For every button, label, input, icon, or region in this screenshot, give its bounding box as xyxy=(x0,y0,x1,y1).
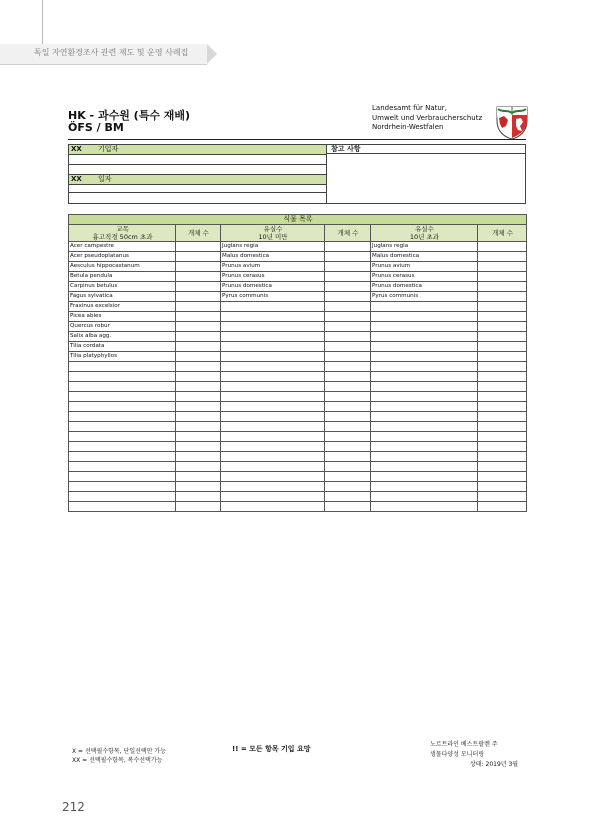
species-cell[interactable]: Prunus avium xyxy=(221,262,325,272)
table-row xyxy=(69,242,527,252)
species-cell[interactable]: Fagus sylvatica xyxy=(69,292,176,302)
legend xyxy=(72,747,166,765)
species-cell[interactable] xyxy=(69,432,176,442)
count-cell[interactable] xyxy=(176,442,221,452)
table-row xyxy=(69,432,527,442)
species-cell[interactable] xyxy=(221,382,325,392)
date-field[interactable] xyxy=(69,185,326,193)
table-row xyxy=(69,262,527,272)
count-cell[interactable] xyxy=(176,302,221,312)
count-cell[interactable] xyxy=(478,322,527,332)
count-cell[interactable] xyxy=(325,402,371,412)
count-cell[interactable] xyxy=(478,282,527,292)
species-cell[interactable] xyxy=(371,302,478,312)
count-cell[interactable] xyxy=(176,412,221,422)
column-header-line1: 유실수 xyxy=(415,225,434,233)
count-cell[interactable] xyxy=(478,392,527,402)
count-cell[interactable] xyxy=(176,502,221,512)
count-cell[interactable] xyxy=(478,362,527,372)
count-cell[interactable] xyxy=(478,382,527,392)
column-header xyxy=(371,225,478,242)
species-cell[interactable] xyxy=(371,352,478,362)
table-row xyxy=(69,332,527,342)
count-cell[interactable] xyxy=(478,242,527,252)
species-cell[interactable] xyxy=(371,422,478,432)
species-cell[interactable] xyxy=(221,392,325,402)
recorder-field[interactable] xyxy=(69,155,326,165)
count-cell[interactable] xyxy=(176,462,221,472)
legend-multi-choice: XX = 선택필수항목, 복수선택가능 xyxy=(72,757,163,764)
notes-label: 참고 사항 xyxy=(327,145,525,154)
count-cell[interactable] xyxy=(478,302,527,312)
column-header-line1: 개체 수 xyxy=(188,229,209,237)
species-cell[interactable] xyxy=(371,482,478,492)
table-row xyxy=(69,392,527,402)
count-cell[interactable] xyxy=(325,292,371,302)
source-date: 상태: 2019년 3월 xyxy=(470,761,519,768)
count-cell[interactable] xyxy=(478,372,527,382)
species-cell[interactable]: Tilia cordata xyxy=(69,342,176,352)
page-number: 212 xyxy=(62,800,85,814)
table-row xyxy=(69,302,527,312)
column-header-line2: 10년 초과 xyxy=(409,233,440,241)
table-row xyxy=(69,482,527,492)
count-cell[interactable] xyxy=(478,452,527,462)
count-cell[interactable] xyxy=(176,252,221,262)
species-cell[interactable] xyxy=(69,402,176,412)
species-cell[interactable] xyxy=(371,362,478,372)
species-cell[interactable] xyxy=(221,362,325,372)
table-row xyxy=(69,282,527,292)
count-cell[interactable] xyxy=(325,242,371,252)
species-cell[interactable] xyxy=(69,422,176,432)
count-cell[interactable] xyxy=(176,362,221,372)
count-cell[interactable] xyxy=(325,432,371,442)
species-cell[interactable]: Acer pseudoplatanus xyxy=(69,252,176,262)
species-cell[interactable]: Tilia platyphyllos xyxy=(69,352,176,362)
count-cell[interactable] xyxy=(176,492,221,502)
count-cell[interactable] xyxy=(325,252,371,262)
species-cell[interactable]: Betula pendula xyxy=(69,272,176,282)
species-cell[interactable] xyxy=(221,332,325,342)
species-cell[interactable] xyxy=(221,372,325,382)
count-cell[interactable] xyxy=(478,462,527,472)
header-info-box xyxy=(68,144,526,204)
column-header-line1: 유실수 xyxy=(263,225,283,233)
count-cell[interactable] xyxy=(176,292,221,302)
count-cell[interactable] xyxy=(478,402,527,412)
count-cell[interactable] xyxy=(325,502,371,512)
table-row xyxy=(69,312,527,322)
species-cell[interactable] xyxy=(69,502,176,512)
table-row xyxy=(69,372,527,382)
species-cell[interactable] xyxy=(371,452,478,462)
count-cell[interactable] xyxy=(325,312,371,322)
count-cell[interactable] xyxy=(325,282,371,292)
species-cell[interactable] xyxy=(69,482,176,492)
agency-line-2: Umwelt und Verbraucherschutz xyxy=(372,113,483,122)
species-cell[interactable] xyxy=(221,302,325,312)
table-row xyxy=(69,472,527,482)
species-cell[interactable] xyxy=(221,312,325,322)
count-cell[interactable] xyxy=(176,262,221,272)
count-cell[interactable] xyxy=(325,442,371,452)
table-row xyxy=(69,342,527,352)
species-cell[interactable]: Prunus cerasus xyxy=(221,272,325,282)
column-header-line2: 흉고직경 50cm 초과 xyxy=(92,233,153,241)
count-cell[interactable] xyxy=(478,272,527,282)
species-cell[interactable] xyxy=(221,352,325,362)
column-header xyxy=(325,225,371,242)
info-left-column xyxy=(69,145,327,203)
table-row xyxy=(69,272,527,282)
species-cell[interactable] xyxy=(221,342,325,352)
species-cell[interactable]: Picea abies xyxy=(69,312,176,322)
column-header xyxy=(176,225,221,242)
species-cell[interactable] xyxy=(371,442,478,452)
date-prefix: XX xyxy=(71,175,82,183)
species-cell[interactable] xyxy=(371,372,478,382)
count-cell[interactable] xyxy=(325,302,371,312)
count-cell[interactable] xyxy=(325,352,371,362)
table-row xyxy=(69,442,527,452)
species-cell[interactable] xyxy=(371,322,478,332)
species-cell[interactable] xyxy=(371,412,478,422)
plant-list-title: 식물 목록 xyxy=(69,215,527,225)
count-cell[interactable] xyxy=(325,272,371,282)
count-cell[interactable] xyxy=(176,312,221,322)
column-header-line1: 개체 수 xyxy=(492,229,513,237)
count-cell[interactable] xyxy=(176,402,221,412)
species-cell[interactable] xyxy=(69,362,176,372)
table-row xyxy=(69,352,527,362)
title-rule xyxy=(68,139,526,140)
count-cell[interactable] xyxy=(325,342,371,352)
species-cell[interactable] xyxy=(371,312,478,322)
species-cell[interactable] xyxy=(221,452,325,462)
table-row xyxy=(69,252,527,262)
count-cell[interactable] xyxy=(478,262,527,272)
species-cell[interactable] xyxy=(69,412,176,422)
form-title: HK - 과수원 (특수 재배) xyxy=(68,109,191,122)
count-cell[interactable] xyxy=(478,502,527,512)
species-cell[interactable] xyxy=(69,452,176,462)
species-cell[interactable] xyxy=(221,482,325,492)
species-cell[interactable]: Acer campestre xyxy=(69,242,176,252)
agency-line-3: Nordrhein-Westfalen xyxy=(372,123,444,131)
column-header-line1: 교목 xyxy=(116,225,129,233)
count-cell[interactable] xyxy=(325,422,371,432)
form-code: ÖFS / BM xyxy=(68,121,124,134)
count-cell[interactable] xyxy=(176,332,221,342)
breadcrumb: 독일 자연환경조사 관련 제도 및 운영 사례집 xyxy=(34,48,189,57)
species-cell[interactable]: Pyrus communis xyxy=(371,292,478,302)
count-cell[interactable] xyxy=(478,342,527,352)
species-cell[interactable]: Prunus avium xyxy=(371,262,478,272)
species-cell[interactable]: Aesculus hippocastanum xyxy=(69,262,176,272)
table-row xyxy=(69,362,527,372)
species-cell[interactable] xyxy=(221,462,325,472)
column-header-line2: 10년 미만 xyxy=(258,233,288,241)
required-note: !! = 모든 항목 기입 요망 xyxy=(232,745,311,753)
table-row xyxy=(69,452,527,462)
table-row xyxy=(69,322,527,332)
count-cell[interactable] xyxy=(176,382,221,392)
count-cell[interactable] xyxy=(176,432,221,442)
count-cell[interactable] xyxy=(176,282,221,292)
count-cell[interactable] xyxy=(478,432,527,442)
count-cell[interactable] xyxy=(176,342,221,352)
count-cell[interactable] xyxy=(325,362,371,372)
species-cell[interactable] xyxy=(371,402,478,412)
count-cell[interactable] xyxy=(325,482,371,492)
species-cell[interactable] xyxy=(221,402,325,412)
table-title-row xyxy=(69,215,527,225)
count-cell[interactable] xyxy=(478,482,527,492)
species-cell[interactable]: Juglans regia xyxy=(221,242,325,252)
count-cell[interactable] xyxy=(176,482,221,492)
table-row xyxy=(69,382,527,392)
species-cell[interactable]: Salix alba agg. xyxy=(69,332,176,342)
legend-single-choice: X = 선택필수항목, 단일선택만 가능 xyxy=(72,748,167,755)
species-cell[interactable]: Carpinus betulus xyxy=(69,282,176,292)
count-cell[interactable] xyxy=(176,392,221,402)
count-cell[interactable] xyxy=(478,412,527,422)
count-cell[interactable] xyxy=(176,452,221,462)
table-row xyxy=(69,462,527,472)
count-cell[interactable] xyxy=(176,352,221,362)
species-cell[interactable] xyxy=(221,432,325,442)
count-cell[interactable] xyxy=(478,292,527,302)
species-cell[interactable] xyxy=(371,492,478,502)
species-cell[interactable] xyxy=(371,332,478,342)
source-program: 생물다양성 모니터링 xyxy=(430,751,485,758)
nrw-crest-icon xyxy=(494,104,530,140)
species-cell[interactable] xyxy=(371,392,478,402)
header-arrow xyxy=(207,44,217,64)
species-cell[interactable] xyxy=(371,342,478,352)
species-cell[interactable]: Quercus robur xyxy=(69,322,176,332)
species-cell[interactable] xyxy=(221,422,325,432)
count-cell[interactable] xyxy=(325,472,371,482)
species-cell[interactable] xyxy=(69,472,176,482)
column-header xyxy=(221,225,325,242)
recorder-label: 기입자 xyxy=(98,145,119,153)
species-cell[interactable] xyxy=(221,412,325,422)
source-info xyxy=(430,740,518,770)
table-header-row xyxy=(69,225,527,242)
count-cell[interactable] xyxy=(325,392,371,402)
count-cell[interactable] xyxy=(176,322,221,332)
species-cell[interactable]: Prunus cerasus xyxy=(371,272,478,282)
count-cell[interactable] xyxy=(325,492,371,502)
plant-list-table xyxy=(68,214,527,512)
species-cell[interactable]: Prunus domestica xyxy=(371,282,478,292)
notes-field[interactable] xyxy=(327,155,525,203)
count-cell[interactable] xyxy=(478,332,527,342)
species-cell[interactable]: Fraxinus excelsior xyxy=(69,302,176,312)
count-cell[interactable] xyxy=(325,332,371,342)
recorder-field-2[interactable] xyxy=(69,165,326,175)
count-cell[interactable] xyxy=(325,262,371,272)
species-cell[interactable] xyxy=(371,432,478,442)
count-cell[interactable] xyxy=(325,462,371,472)
count-cell[interactable] xyxy=(325,372,371,382)
species-cell[interactable] xyxy=(69,372,176,382)
species-cell[interactable]: Prunus domestica xyxy=(221,282,325,292)
table-row xyxy=(69,412,527,422)
species-cell[interactable] xyxy=(69,382,176,392)
count-cell[interactable] xyxy=(176,272,221,282)
species-cell[interactable]: Pyrus communis xyxy=(221,292,325,302)
species-cell[interactable] xyxy=(371,472,478,482)
species-cell[interactable] xyxy=(371,382,478,392)
species-cell[interactable] xyxy=(69,462,176,472)
species-cell[interactable]: Malus domestica xyxy=(371,252,478,262)
species-cell[interactable] xyxy=(221,492,325,502)
recorder-row xyxy=(69,145,326,155)
agency-line-1: Landesamt für Natur, xyxy=(372,104,447,112)
column-header-line1: 개체 수 xyxy=(337,229,359,237)
count-cell[interactable] xyxy=(325,322,371,332)
column-header xyxy=(69,225,176,242)
recorder-prefix: XX xyxy=(71,145,82,153)
count-cell[interactable] xyxy=(176,472,221,482)
species-cell[interactable] xyxy=(221,322,325,332)
count-cell[interactable] xyxy=(325,382,371,392)
species-cell[interactable] xyxy=(69,442,176,452)
count-cell[interactable] xyxy=(478,442,527,452)
count-cell[interactable] xyxy=(325,412,371,422)
date-row xyxy=(69,175,326,185)
species-cell[interactable]: Malus domestica xyxy=(221,252,325,262)
column-header xyxy=(478,225,527,242)
species-cell[interactable] xyxy=(221,472,325,482)
species-cell[interactable] xyxy=(371,462,478,472)
count-cell[interactable] xyxy=(176,242,221,252)
table-row xyxy=(69,422,527,432)
count-cell[interactable] xyxy=(478,252,527,262)
count-cell[interactable] xyxy=(478,492,527,502)
species-cell[interactable] xyxy=(221,442,325,452)
count-cell[interactable] xyxy=(176,422,221,432)
count-cell[interactable] xyxy=(478,472,527,482)
table-row xyxy=(69,492,527,502)
species-cell[interactable] xyxy=(371,502,478,512)
count-cell[interactable] xyxy=(478,352,527,362)
source-state: 노르트라인 베스트팔렌 주 xyxy=(430,741,498,748)
count-cell[interactable] xyxy=(325,452,371,462)
agency-name xyxy=(372,104,482,133)
species-cell[interactable] xyxy=(69,492,176,502)
date-label: 일자 xyxy=(98,175,112,183)
table-row xyxy=(69,502,527,512)
species-cell[interactable] xyxy=(221,502,325,512)
count-cell[interactable] xyxy=(478,312,527,322)
table-row xyxy=(69,292,527,302)
species-cell[interactable]: Juglans regia xyxy=(371,242,478,252)
count-cell[interactable] xyxy=(478,422,527,432)
table-row xyxy=(69,402,527,412)
species-cell[interactable] xyxy=(69,392,176,402)
count-cell[interactable] xyxy=(176,372,221,382)
